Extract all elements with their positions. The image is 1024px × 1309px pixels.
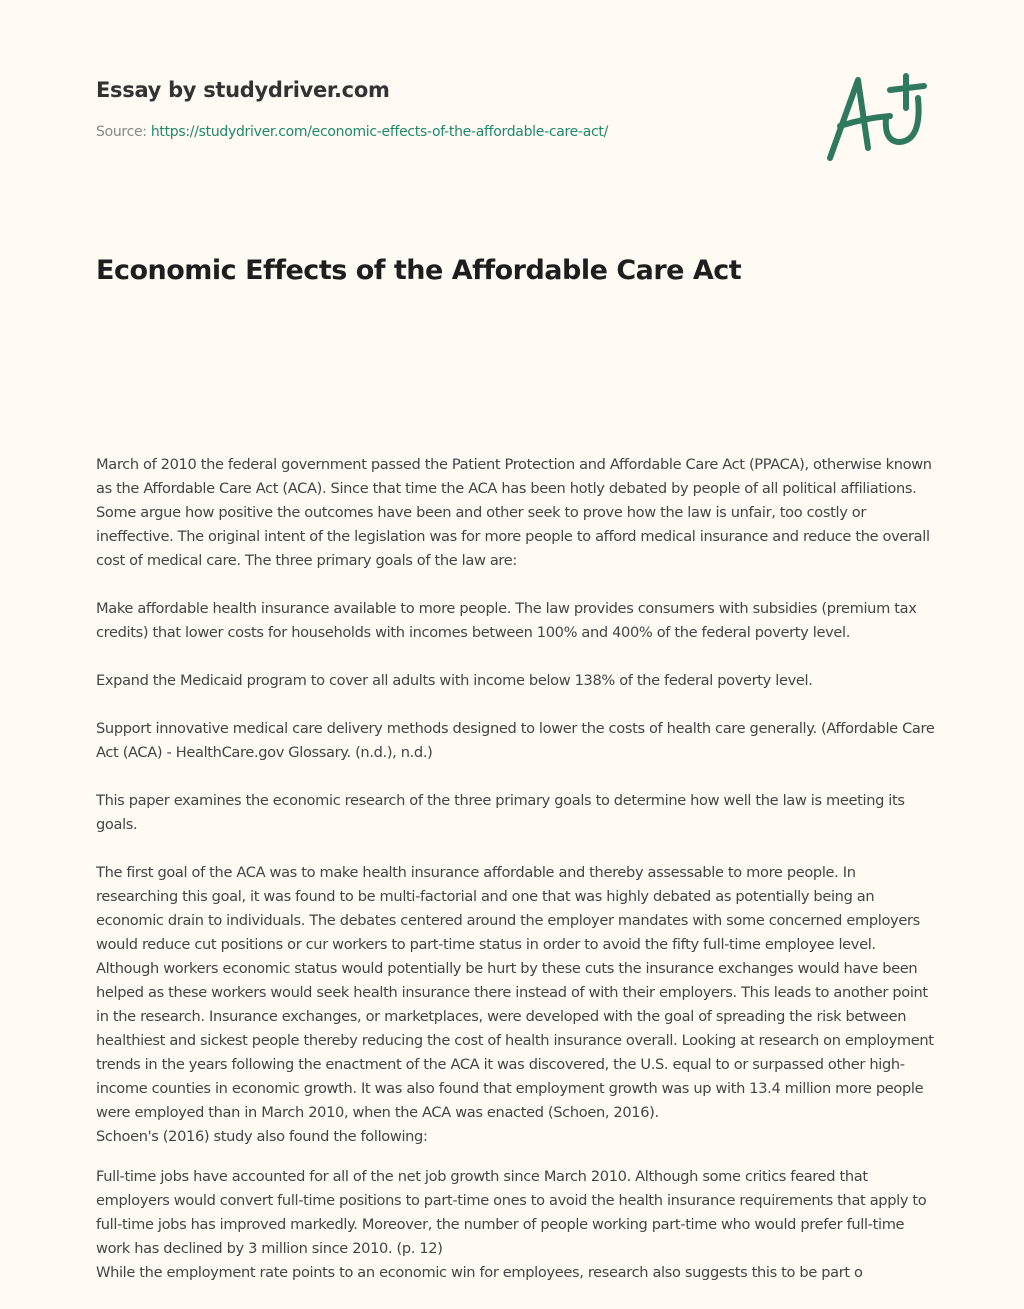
brand-title: Essay by studydriver.com xyxy=(96,78,390,102)
paragraph: Support innovative medical care delivery methods designed to lower the costs of health care generally. (Affordable Care Act (ACA) - HealthCare.gov Glossary. (n.d.), n.d.) xyxy=(96,720,935,761)
a-plus-logo-icon xyxy=(820,68,930,168)
article-title: Economic Effects of the Affordable Care Act xyxy=(96,255,742,286)
paragraph: The first goal of the ACA was to make health insurance affordable and thereby assessable to more people. In researching this goal, it was found to be multi-factorial and one that was highly debated as potentially being an economic drain to individuals. The debates centered around the employer mandates with some concerned employers would reduce cut positions or cur workers to part-time status in order to avoid the fifty full-time employee level. Although workers economic status would potentially be hurt by these cuts the insurance exchanges would have been helped as these workers would seek health insurance there instead of with their employers. This leads to another point in the research. Insurance exchanges, or marketplaces, were developed with the goal of spreading the risk between healthiest and sickest people thereby reducing the cost of health insurance overall. Looking at research on employment trends in the years following the enactment of the ACA it was discovered, the U.S. equal to or surpassed other high-income counties in economic growth. It was also found that employment growth was up with 13.4 million more people were employed than in March 2010, when the ACA was enacted (Schoen, 2016). xyxy=(96,864,934,1121)
paragraph: Schoen's (2016) study also found the following: xyxy=(96,1128,428,1145)
paragraph-truncated: While the employment rate points to an economic win for employees, research also suggests this to be part o xyxy=(96,1264,863,1281)
source-line xyxy=(96,124,608,140)
paragraph: Expand the Medicaid program to cover all adults with income below 138% of the federal poverty level. xyxy=(96,672,813,689)
article-body xyxy=(96,453,936,1309)
source-link[interactable]: https://studydriver.com/economic-effects-of-the-affordable-care-act/ xyxy=(150,124,609,140)
paragraph: Make affordable health insurance available to more people. The law provides consumers with subsidies (premium tax credits) that lower costs for households with incomes between 100% and 400% of the federal poverty level. xyxy=(96,600,917,641)
block-quote: Full-time jobs have accounted for all of the net job growth since March 2010. Although some critics feared that employers would convert full-time positions to part-time ones to avoid the health insurance requirements that apply to full-time jobs has improved markedly. Moreover, the number of people working part-time who would prefer full-time work has declined by 3 million since 2010. (p. 12) xyxy=(96,1168,927,1257)
paragraph: This paper examines the economic research of the three primary goals to determine how well the law is meeting its goals. xyxy=(96,792,905,833)
source-label: Source: xyxy=(96,124,151,140)
paragraph: March of 2010 the federal government passed the Patient Protection and Affordable Care Act (PPACA), otherwise known as the Affordable Care Act (ACA). Since that time the ACA has been hotly debated by people of all political affiliations. Some argue how positive the outcomes have been and other seek to prove how the law is unfair, too costly or ineffective. The original intent of the legislation was for more people to afford medical insurance and reduce the overall cost of medical care. The three primary goals of the law are: xyxy=(96,456,932,569)
